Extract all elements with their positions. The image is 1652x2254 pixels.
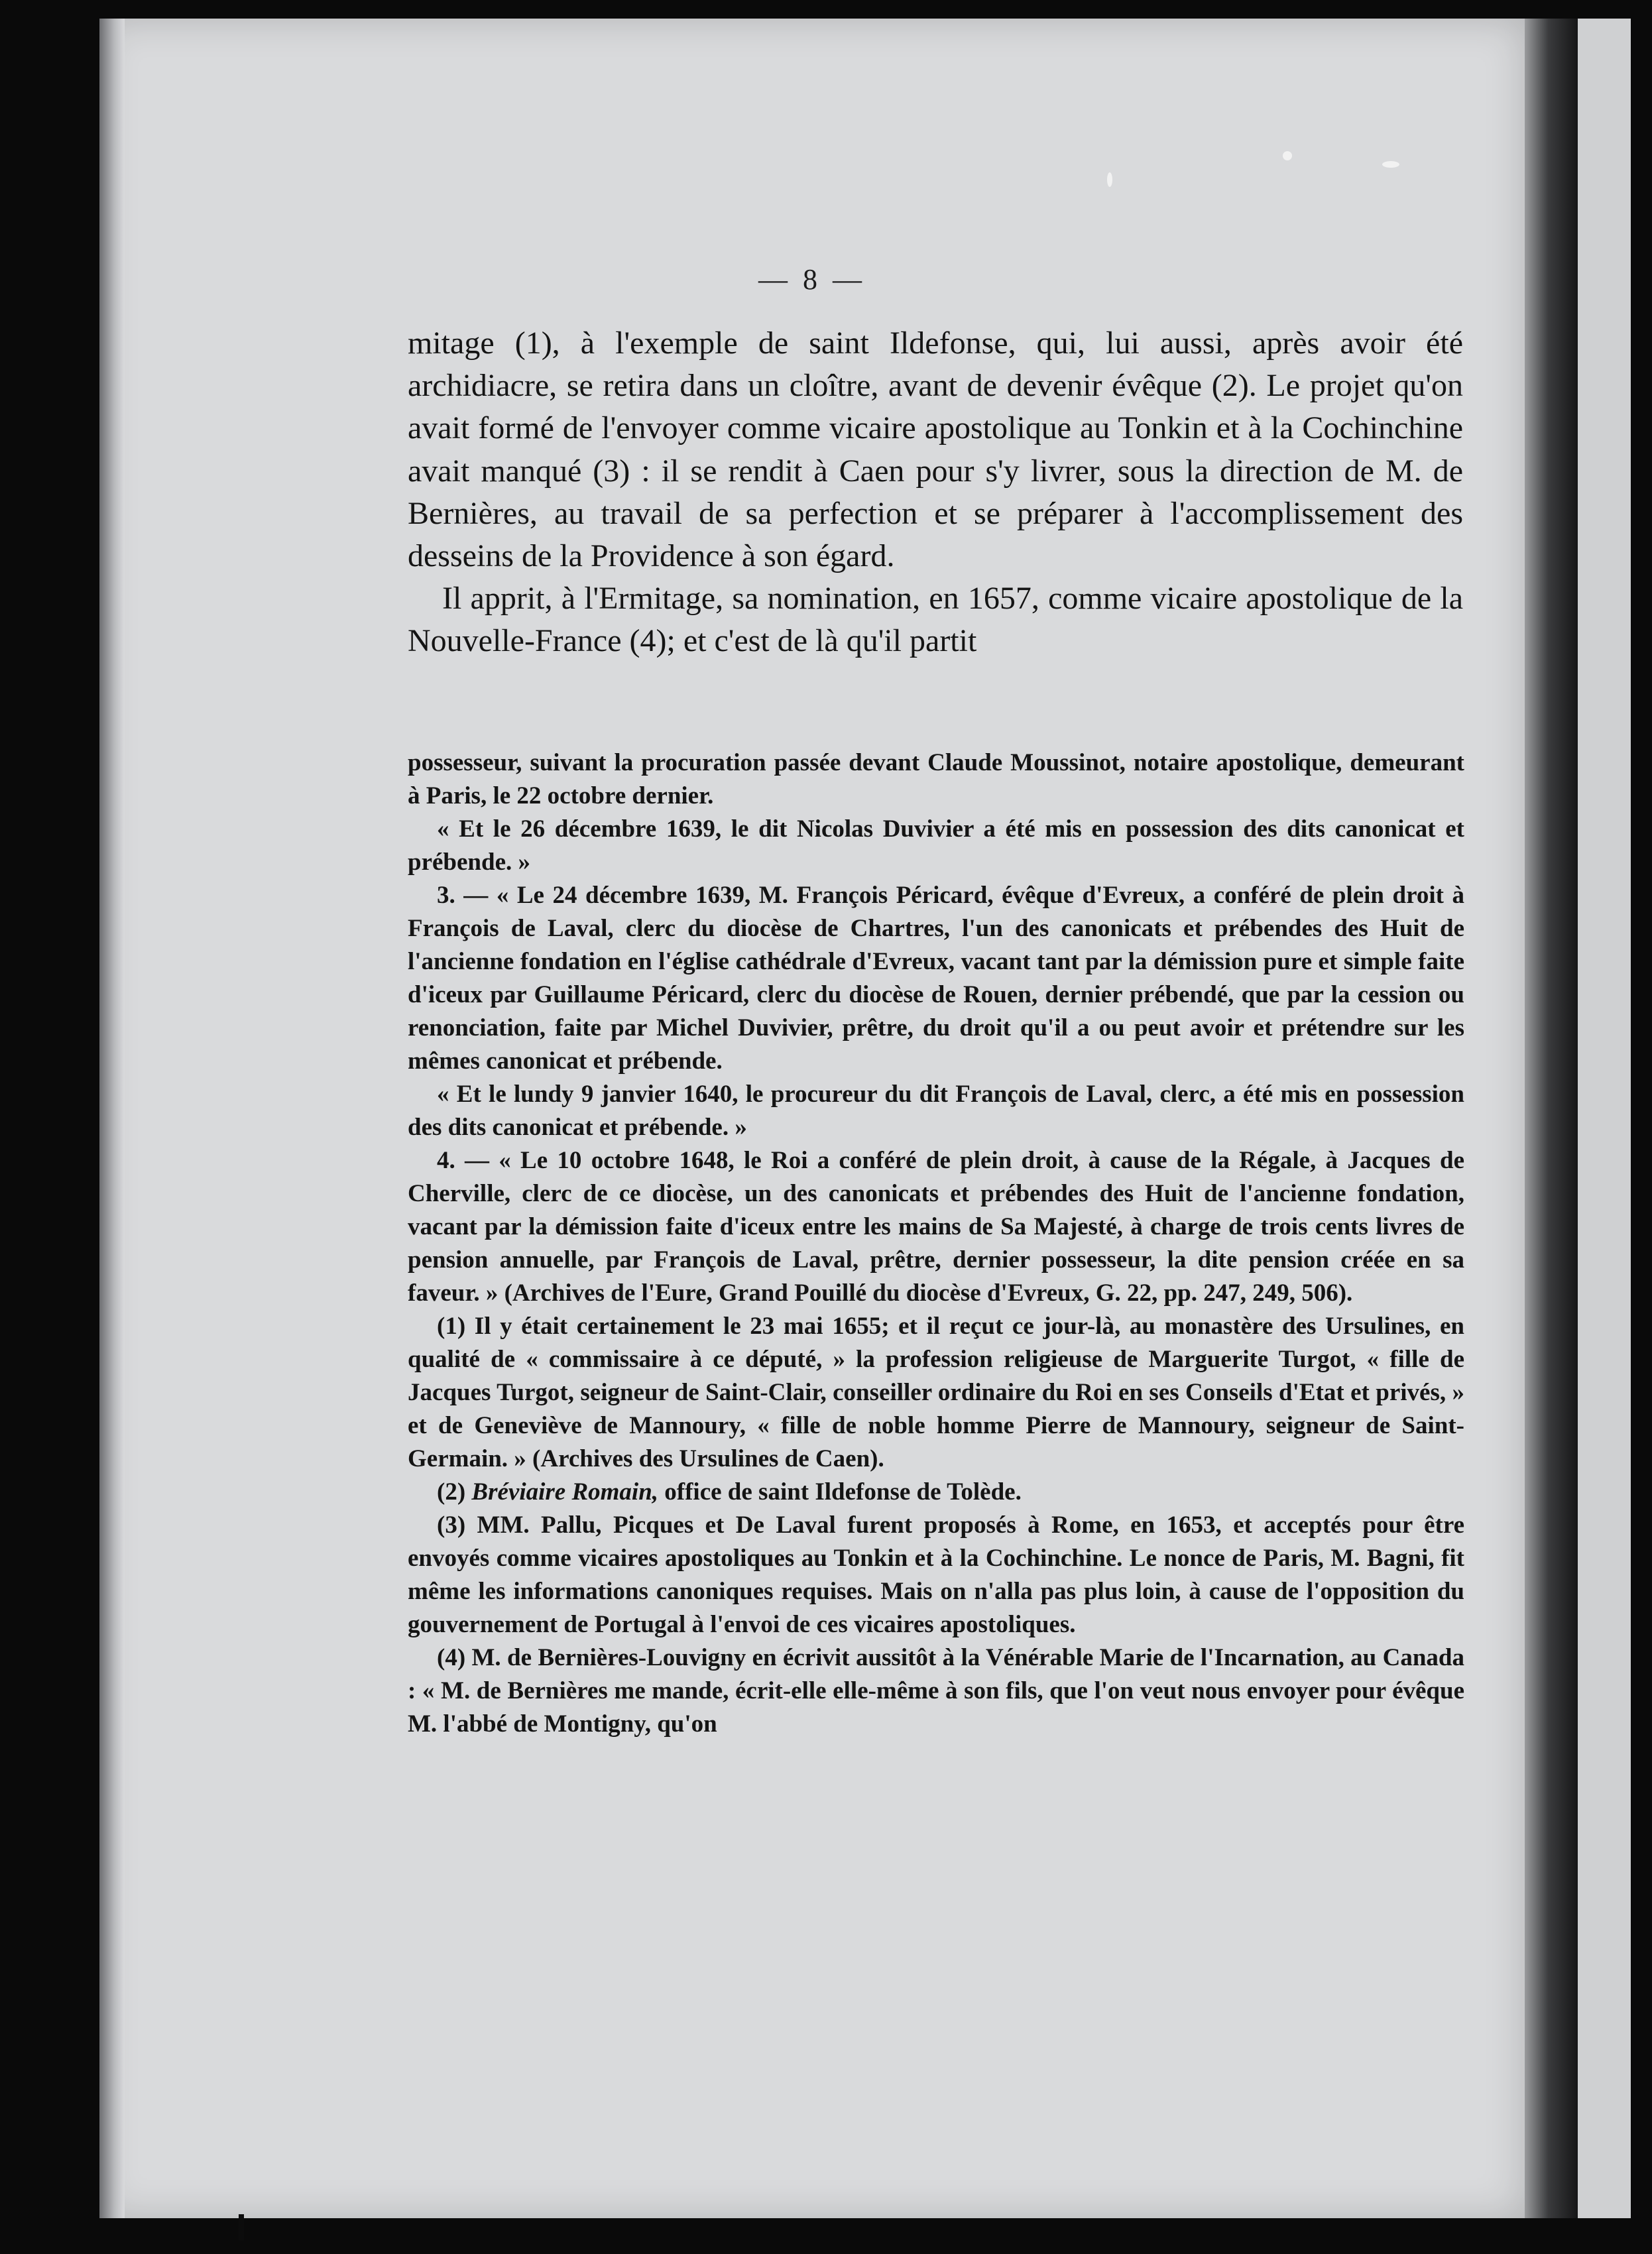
footnote-continuation: « Et le 26 décembre 1639, le dit Nicolas Duvivier a été mis en possession des dits canonicat et prébende. »	[408, 815, 1464, 876]
body-paragraph: Il apprit, à l'Ermitage, sa nomination, en 1657, comme vicaire apostolique de la Nouvelle-France (4); et c'est de là qu'il partit	[408, 581, 1463, 659]
footnote-3: (3) MM. Pallu, Picques et De Laval furent proposés à Rome, en 1653, et acceptés pour être envoyés comme vicaires apostoliques au Tonkin et à la Cochinchine. Le nonce de Paris, M. Bagni, fit même les informations canoniques requises. Mais on n'alla pas plus loin, à cause de l'opposition du gouvernement de Portugal à l'envoi de ces vicaires apostoliques.	[408, 1512, 1464, 1638]
binding-shadow	[1525, 19, 1578, 2218]
page-left-edge	[99, 19, 125, 2218]
page-number: — 8 —	[758, 263, 866, 296]
dust-speck	[1107, 172, 1112, 187]
footnote-4: (4) M. de Bernières-Louvigny en écrivit aussitôt à la Vénérable Marie de l'Incarnation, au Canada : « M. de Bernières me mande, écrit-elle elle-même à son fils, que l'on veut nous envoyer pour évêque M. l'abbé de Montigny, qu'on	[408, 1644, 1464, 1738]
main-body-text	[408, 322, 1463, 663]
scan-border	[1631, 19, 1652, 2218]
footnote-continuation: 3. — « Le 24 décembre 1639, M. François Péricard, évêque d'Evreux, a conféré de plein droit à François de Laval, clerc du diocèse de Chartres, l'un des canonicats et prébendes des Huit de l'ancienne fondation en l'église cathédrale d'Evreux, vacant tant par la démission pure et simple faite d'iceux par Guillaume Péricard, clerc du diocèse de Rouen, dernier prébendé, que par la cession ou renonciation, faite par Michel Duvivier, prêtre, du droit qu'il a ou peut avoir et prétendre sur les mêmes canonicat et prébende.	[408, 882, 1464, 1075]
scan-mark	[239, 2214, 244, 2241]
dust-speck	[1283, 151, 1292, 160]
footnote-2	[408, 1476, 1464, 1509]
footnote-1: (1) Il y était certainement le 23 mai 1655; et il reçut ce jour-là, au monastère des Ursulines, en qualité de « commissaire à ce député, » la profession religieuse de Marguerite Turgot, « fille de Jacques Turgot, seigneur de Saint-Clair, conseiller ordinaire du Roi en ses Conseils d'Etat et privés, » et de Geneviève de Mannoury, « fille de noble homme Pierre de Mannoury, seigneur de Saint-Germain. » (Archives des Ursulines de Caen).	[408, 1313, 1464, 1472]
footnote-2-title: Bréviaire Romain,	[471, 1478, 659, 1506]
facing-page-edge	[1578, 19, 1631, 2218]
dust-speck	[1382, 161, 1399, 168]
footnote-2-marker: (2)	[437, 1478, 472, 1506]
footnotes	[408, 746, 1464, 1741]
book-page	[99, 19, 1525, 2218]
body-paragraph: mitage (1), à l'exemple de saint Ildefonse, qui, lui aussi, après avoir été archidiacre, se retira dans un cloître, avant de devenir évêque (2). Le projet qu'on avait formé de l'envoyer comme vicaire apostolique au Tonkin et à la Cochinchine avait manqué (3) : il se rendit à Caen pour s'y livrer, sous la direction de M. de Bernières, au travail de sa perfection et se préparer à l'accomplissement des desseins de la Providence à son égard.	[408, 326, 1463, 574]
footnote-2-text: office de saint Ildefonse de Tolède.	[658, 1478, 1022, 1506]
footnote-continuation: possesseur, suivant la procuration passée devant Claude Moussinot, notaire apostolique, demeurant à Paris, le 22 octobre dernier.	[408, 749, 1464, 809]
footnote-continuation: « Et le lundy 9 janvier 1640, le procureur du dit François de Laval, clerc, a été mis en possession des dits canonicat et prébende. »	[408, 1081, 1464, 1141]
footnote-continuation: 4. — « Le 10 octobre 1648, le Roi a conféré de plein droit, à cause de la Régale, à Jacques de Cherville, clerc de ce diocèse, un des canonicats et prébendes des Huit de l'ancienne fondation, vacant par la démission faite d'iceux entre les mains de Sa Majesté, à charge de trois cents livres de pension annuelle, par François de Laval, prêtre, dernier possesseur, la dite pension créée en sa faveur. » (Archives de l'Eure, Grand Pouillé du diocèse d'Evreux, G. 22, pp. 247, 249, 506).	[408, 1147, 1464, 1307]
